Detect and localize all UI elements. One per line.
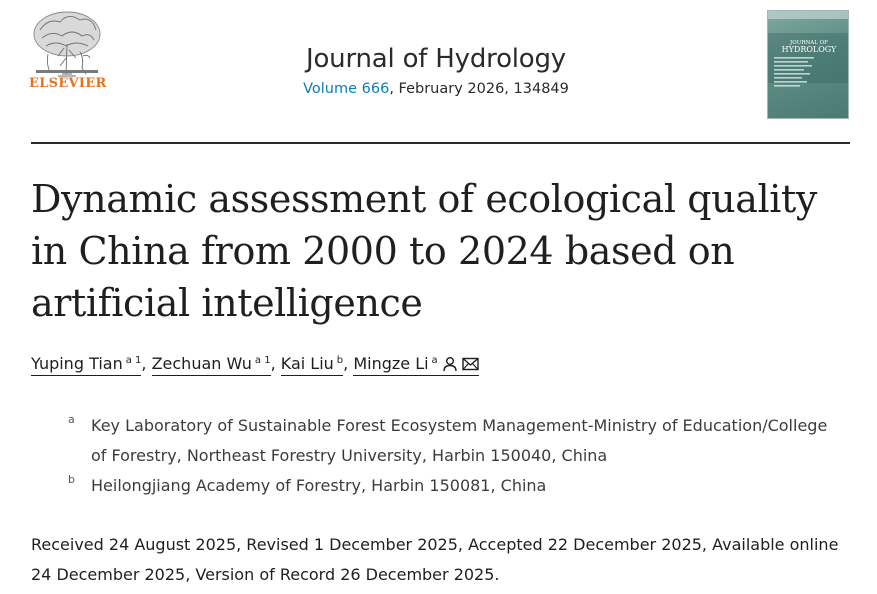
author-name: Zechuan Wu [151,354,252,373]
volume-link[interactable]: Volume 666 [303,81,390,97]
author-affil-marker: a [431,355,438,366]
author-name: Kai Liu [280,354,334,373]
author-affil-marker: a 1 [125,355,142,366]
elsevier-wordmark: ELSEVIER [29,76,107,91]
journal-cover-thumbnail[interactable] [767,10,849,119]
cover-title-line1: JOURNAL OF [789,40,829,46]
author-link-liu[interactable] [281,354,343,376]
affiliation-item [68,411,828,471]
journal-issue-info [200,81,672,97]
affiliation-item [68,471,828,501]
author-affil-marker: a 1 [254,355,271,366]
header-divider [31,142,850,144]
author-name: Yuping Tian [31,354,123,373]
author-separator: , [141,354,152,373]
affiliation-list [68,411,828,501]
affiliation-text: Key Laboratory of Sustainable Forest Ecosystem Management-Ministry of Education/College of Forestry, Northeast Forestry University, Harbin 150040, China [91,416,828,465]
author-list [31,354,851,373]
author-separator: , [343,354,354,373]
author-separator: , [270,354,281,373]
author-affil-marker: b [336,355,344,366]
author-link-wu[interactable] [152,354,271,376]
person-icon [442,356,458,372]
affiliation-text: Heilongjiang Academy of Forestry, Harbin 150081, China [91,476,547,495]
cover-artwork [768,11,849,119]
author-name: Mingze Li [353,354,429,373]
affiliation-marker: b [68,473,75,486]
affiliation-marker: a [68,413,75,426]
article-history-dates: Received 24 August 2025, Revised 1 December 2025, Accepted 22 December 2025, Available online 24 December 2025, Version of Record 26 December 2025. [31,535,839,584]
author-link-li[interactable] [353,354,478,376]
journal-header [200,44,672,97]
envelope-icon [462,356,479,372]
journal-title-link[interactable]: Journal of Hydrology [306,44,566,74]
author-link-tian[interactable] [31,354,141,376]
cover-title-line2: HYDROLOGY [781,45,837,54]
issue-details: , February 2026, 134849 [389,81,569,97]
article-title: Dynamic assessment of ecological quality in China from 2000 to 2024 based on artificial intelligence [31,177,817,325]
